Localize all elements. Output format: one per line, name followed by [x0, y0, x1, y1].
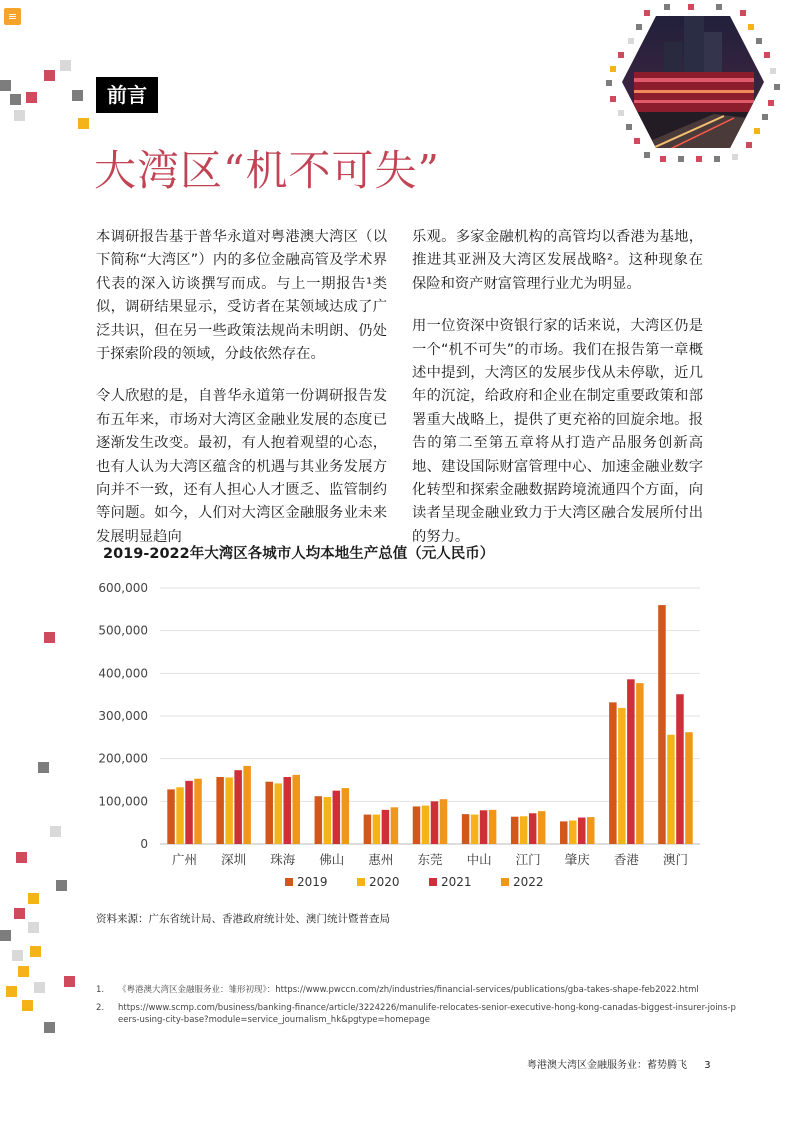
bar	[471, 815, 479, 844]
bar	[538, 811, 546, 844]
x-tick-label: 中山	[466, 852, 492, 867]
paragraph: 本调研报告基于普华永道对粤港澳大湾区（以下简称“大湾区”）内的多位金融高管及学术界代表的深入访谈撰写而成。与上一期报告¹类似，调研结果显示，受访者在某领域达成了广泛共识，但在另一些政策法规尚未明朗、仍处于探索阶段的领域，分歧依然存在。	[96, 229, 387, 363]
decor-square	[714, 156, 720, 162]
decor-square	[44, 632, 55, 643]
decor-square	[716, 4, 722, 10]
chart-source: 资料来源：广东省统计局、香港政府统计处、澳门统计暨普查局	[96, 913, 390, 925]
x-tick-label: 香港	[613, 852, 639, 867]
decor-square	[740, 10, 746, 16]
footnote	[96, 1002, 736, 1026]
bar	[627, 679, 635, 844]
x-tick-label: 佛山	[319, 852, 345, 867]
bar	[167, 789, 175, 844]
decor-square	[50, 826, 61, 837]
bar	[283, 777, 291, 844]
legend-label: 2021	[441, 875, 472, 889]
decor-square	[72, 90, 83, 101]
decor-square	[732, 154, 738, 160]
bar	[658, 605, 666, 844]
decor-square	[56, 880, 67, 891]
legend-swatch	[429, 878, 437, 886]
footer-title: 粤港澳大湾区金融服务业：蓄势腾飞	[527, 1060, 687, 1071]
legend-label: 2022	[513, 875, 544, 889]
y-tick-label: 0	[140, 837, 148, 851]
footnotes	[96, 984, 736, 1032]
decor-square	[0, 930, 11, 941]
bar	[667, 735, 675, 844]
x-tick-label: 深圳	[221, 852, 247, 867]
body-column-right	[412, 226, 703, 568]
decor-square	[764, 52, 770, 58]
bar	[569, 821, 577, 844]
comment-note-icon[interactable]: ≡	[4, 8, 21, 25]
x-tick-label: 江门	[515, 852, 541, 867]
bar	[489, 810, 497, 844]
bar	[382, 810, 390, 844]
decor-square	[14, 110, 25, 121]
decor-square	[38, 762, 49, 773]
bar	[373, 815, 381, 844]
legend-label: 2019	[297, 875, 328, 889]
decor-square	[60, 60, 71, 71]
legend-swatch	[285, 878, 293, 886]
decor-square	[44, 1022, 55, 1033]
decor-square	[0, 80, 11, 91]
legend-swatch	[357, 878, 365, 886]
bar	[520, 816, 528, 844]
decor-square	[16, 852, 27, 863]
hero-photo-hexagon	[604, 2, 782, 164]
bar	[243, 766, 251, 844]
decor-square	[688, 4, 694, 10]
bar	[324, 797, 332, 844]
bar	[194, 779, 202, 844]
decor-square	[774, 84, 780, 90]
decor-square	[12, 950, 23, 961]
bar	[234, 770, 242, 844]
bar	[274, 783, 282, 844]
paragraph: 乐观。多家金融机构的高管均以香港为基地，推进其亚洲及大湾区发展战略²。这种现象在保险和资产财富管理行业尤为明显。	[412, 229, 703, 292]
bar	[609, 702, 617, 844]
x-tick-label: 惠州	[368, 852, 394, 867]
decor-square	[678, 156, 684, 162]
page-number: 3	[704, 1060, 711, 1071]
decor-square	[746, 142, 752, 148]
bar	[511, 817, 519, 844]
bar	[391, 807, 399, 844]
x-tick-label: 肇庆	[564, 852, 590, 867]
bar	[636, 683, 644, 844]
chart-title: 2019-2022年大湾区各城市人均本地生产总值（元人民币）	[103, 546, 495, 562]
bar	[587, 817, 595, 844]
bar	[216, 777, 224, 844]
decor-square	[754, 128, 760, 134]
bar	[364, 815, 372, 844]
x-tick-label: 澳门	[662, 852, 688, 867]
x-tick-label: 珠海	[270, 852, 296, 867]
y-tick-label: 500,000	[98, 623, 148, 638]
decor-square	[634, 138, 640, 144]
decor-square	[18, 966, 29, 977]
bar	[342, 788, 350, 844]
decor-square	[30, 946, 41, 957]
decor-square	[14, 908, 25, 919]
section-tag: 前言	[96, 77, 158, 113]
bar	[333, 791, 341, 844]
decor-square	[6, 986, 17, 997]
decor-square	[610, 66, 616, 72]
decor-square	[644, 10, 650, 16]
decor-square	[770, 68, 776, 74]
decor-square	[78, 118, 89, 129]
bar	[462, 814, 470, 844]
bar	[413, 806, 421, 844]
y-tick-label: 100,000	[98, 794, 148, 809]
decor-square	[26, 92, 37, 103]
y-tick-label: 300,000	[98, 709, 148, 723]
decor-square	[34, 982, 45, 993]
paragraph: 令人欣慰的是，自普华永道第一份调研报告发布五年来，市场对大湾区金融业发展的态度已逐渐发生改变。最初，有人抱着观望的心态，也有人认为大湾区蕴含的机遇与其业务发展方向并不一致，还有人担心人才匮乏、监管制约等问题。如今，人们对大湾区金融服务业未来发展明显趋向	[96, 388, 387, 545]
bar	[480, 810, 488, 844]
footnote-number: 1.	[96, 985, 105, 995]
legend-swatch	[501, 878, 509, 886]
x-tick-label: 广州	[172, 852, 198, 867]
bar	[292, 775, 300, 844]
decor-square	[626, 124, 632, 130]
hexagon-photo-graphic	[604, 2, 782, 164]
y-tick-label: 400,000	[98, 666, 148, 681]
bar	[618, 708, 626, 844]
decor-square	[664, 4, 670, 10]
decor-square	[28, 922, 39, 933]
bar	[560, 821, 568, 844]
decor-square	[44, 70, 55, 81]
y-tick-label: 600,000	[98, 581, 148, 595]
bar	[676, 694, 684, 844]
decor-square	[64, 976, 75, 987]
gdp-per-capita-bar-chart	[90, 572, 730, 902]
bar	[185, 781, 193, 844]
footnote	[96, 984, 736, 996]
decor-square	[610, 96, 616, 102]
decor-square	[768, 100, 774, 106]
bar	[685, 732, 693, 844]
decor-square	[618, 52, 624, 58]
decor-square	[636, 24, 642, 30]
bar	[440, 799, 448, 844]
decor-square	[756, 38, 762, 44]
page-title: 大湾区“机不可失”	[94, 146, 440, 195]
decor-square	[618, 110, 624, 116]
y-tick-label: 200,000	[98, 751, 148, 766]
decor-square	[606, 80, 612, 86]
bar	[529, 813, 537, 844]
decor-square	[22, 1000, 33, 1011]
x-tick-label: 东莞	[417, 852, 443, 867]
decor-square	[762, 114, 768, 120]
decor-square	[28, 893, 39, 904]
decor-square	[748, 24, 754, 30]
bar	[176, 787, 184, 844]
page-footer	[527, 1056, 711, 1071]
decor-square	[10, 94, 21, 105]
footnote-text[interactable]: 《粤港澳大湾区金融服务业：雏形初现》：https://www.pwccn.com/zh/industries/financial-services/publications/gba-takes-shape-feb2022.html	[118, 985, 699, 995]
bar	[315, 796, 323, 844]
decor-square	[628, 38, 634, 44]
decor-square	[644, 152, 650, 158]
footnote-number: 2.	[96, 1003, 105, 1013]
bar	[265, 782, 273, 844]
bar	[422, 806, 430, 844]
decor-square	[696, 156, 702, 162]
bar	[431, 801, 439, 844]
footnote-text[interactable]: https://www.scmp.com/business/banking-finance/article/3224226/manulife-relocates-senior-executive-hong-kong-canadas-biggest-insurer-joins-peers-using-city-base?module=service_journalism_hk&pgtype=homepage	[118, 1003, 736, 1025]
decor-square	[660, 156, 666, 162]
bar	[578, 818, 586, 844]
legend-label: 2020	[369, 875, 400, 889]
bar	[225, 777, 233, 844]
body-column-left	[96, 226, 387, 568]
paragraph: 用一位资深中资银行家的话来说，大湾区仍是一个“机不可失”的市场。我们在报告第一章概述中提到，大湾区的发展步伐从未停歇，近几年的沉淀，给政府和企业在制定重要政策和部署重大战略上，提供了更充裕的回旋余地。报告的第二至第五章将从打造产品服务创新高地、建设国际财富管理中心、加速金融业数字化转型和探索金融数据跨境流通四个方面，向读者呈现金融业致力于大湾区融合发展所付出的努力。	[412, 318, 703, 545]
